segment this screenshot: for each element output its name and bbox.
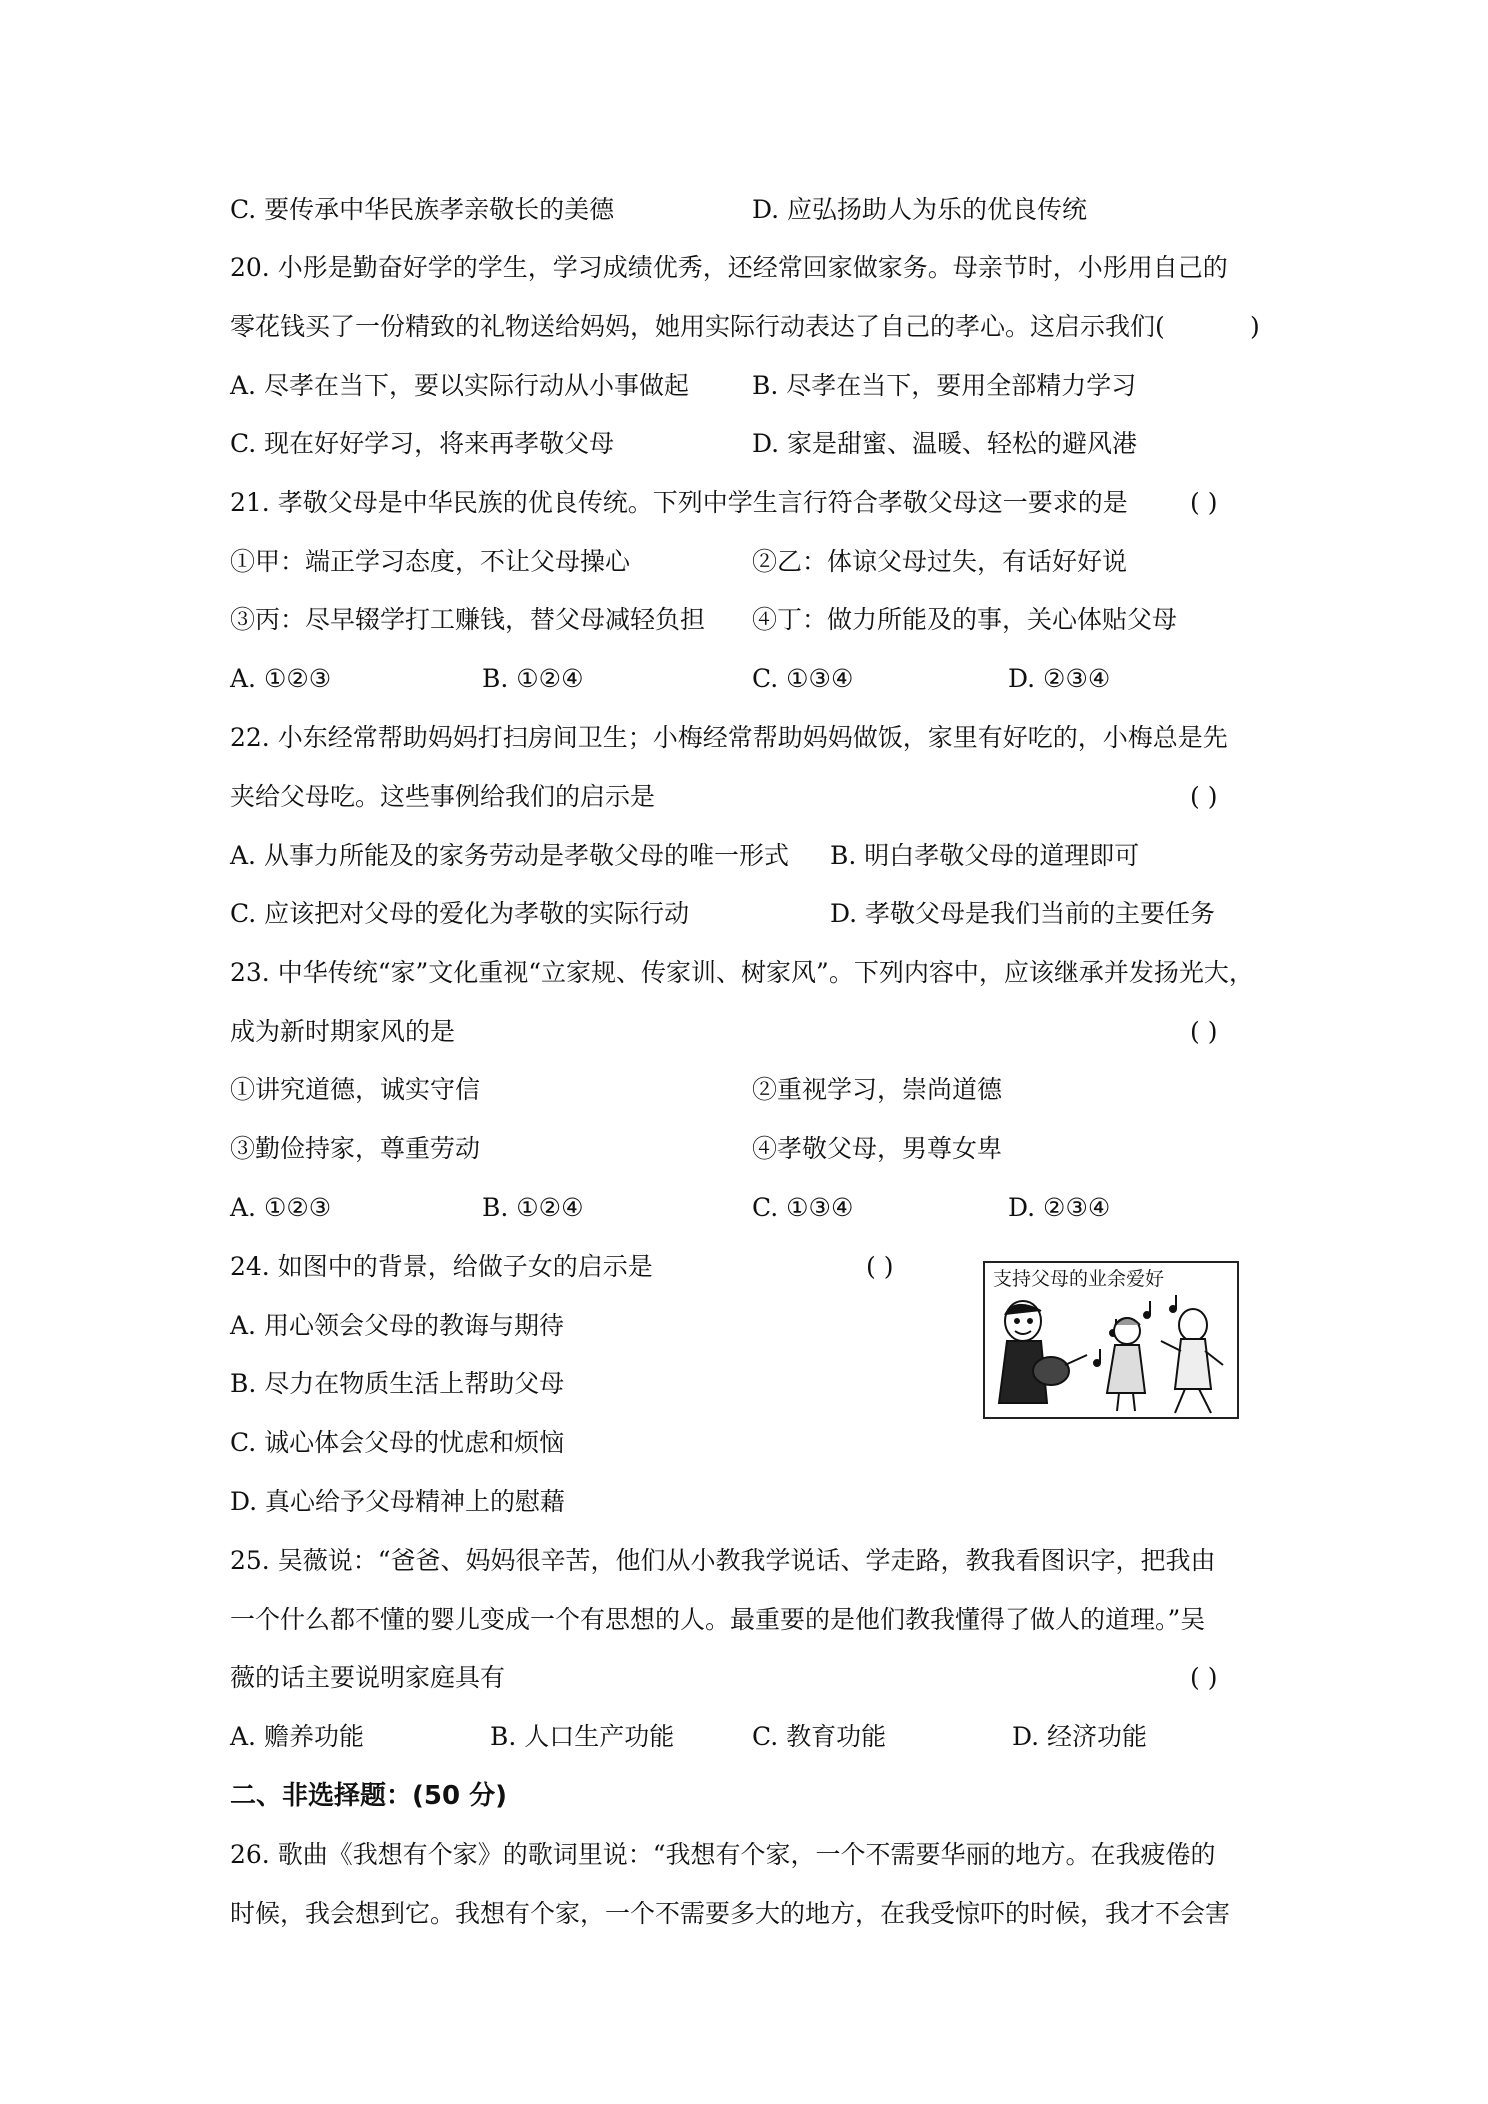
q23-option-c: C. ①③④ [752,1193,854,1222]
q25-option-c: C. 教育功能 [752,1722,887,1751]
q20-option-d: D. 家是甜蜜、温暖、轻松的避风港 [752,429,1138,458]
father-figure [1161,1309,1223,1413]
q24-cartoon-figure [983,1261,1239,1419]
figure-caption: 支持父母的业余爱好 [993,1268,1165,1290]
q23-option-d: D. ②③④ [1008,1193,1111,1222]
q25-option-a: A. 赡养功能 [230,1722,364,1751]
q20-option-a: A. 尽孝在当下，要以实际行动从小事做起 [230,371,689,400]
q21-option-c: C. ①③④ [752,664,854,693]
q22-option-c: C. 应该把对父母的爱化为孝敬的实际行动 [230,899,690,928]
q23-item-3: ③勤俭持家，尊重劳动 [230,1134,481,1163]
q21-option-b: B. ①②④ [482,664,584,693]
q21-item-3: ③丙：尽早辍学打工赚钱，替父母减轻负担 [230,605,706,634]
section-heading: 二、非选择题：(50 分) [230,1781,507,1811]
q21-item-4: ④丁：做力所能及的事，关心体贴父母 [752,605,1178,634]
q22-option-d: D. 孝敬父母是我们当前的主要任务 [830,899,1216,928]
q23-option-b: B. ①②④ [482,1193,584,1222]
q24-option-a: A. 用心领会父母的教诲与期待 [230,1311,564,1340]
q19-option-c: C. 要传承中华民族孝亲敬长的美德 [230,195,615,224]
q24-option-c: C. 诚心体会父母的忧虑和烦恼 [230,1428,565,1457]
q23-item-1: ①讲究道德，诚实守信 [230,1075,481,1104]
q24-answer-bracket: ( ) [866,1252,894,1281]
q26-stem-line1: 26. 歌曲《我想有个家》的歌词里说：“我想有个家，一个不需要华丽的地方。在我疲倦的 [230,1840,1216,1869]
q22-answer-bracket: ( ) [1190,782,1218,811]
q21-option-a: A. ①②③ [230,664,332,693]
q23-item-2: ②重视学习，崇尚道德 [752,1075,1003,1104]
q24-option-d: D. 真心给予父母精神上的慰藉 [230,1487,566,1516]
q20-stem-line2: 零花钱买了一份精致的礼物送给妈妈，她用实际行动表达了自己的孝心。这启示我们( [230,312,1165,341]
q21-item-2: ②乙：体谅父母过失，有话好好说 [752,547,1128,576]
q26-stem-line2: 时候，我会想到它。我想有个家，一个不需要多大的地方，在我受惊吓的时候，我才不会害 [230,1899,1231,1928]
q20-option-b: B. 尽孝在当下，要用全部精力学习 [752,371,1137,400]
q19-option-d: D. 应弘扬助人为乐的优良传统 [752,195,1088,224]
q21-item-1: ①甲：端正学习态度，不让父母操心 [230,547,631,576]
q23-stem-line1: 23. 中华传统“家”文化重视“立家规、传家训、树家风”。下列内容中，应该继承并发扬光大， [230,958,1254,987]
q20-stem-line1: 20. 小彤是勤奋好学的学生，学习成绩优秀，还经常回家做家务。母亲节时，小彤用自己的 [230,253,1228,282]
q25-stem-line3: 薇的话主要说明家庭具有 [230,1663,506,1692]
q23-item-4: ④孝敬父母，男尊女卑 [752,1134,1003,1163]
q23-stem-line2: 成为新时期家风的是 [230,1017,456,1046]
q25-stem-line1: 25. 吴薇说：“爸爸、妈妈很辛苦，他们从小教我学说话、学走路，教我看图识字，把我由 [230,1546,1216,1575]
q23-option-a: A. ①②③ [230,1193,332,1222]
q22-option-b: B. 明白孝敬父母的道理即可 [830,841,1140,870]
q24-option-b: B. 尽力在物质生活上帮助父母 [230,1369,565,1398]
q24-stem: 24. 如图中的背景，给做子女的启示是 [230,1252,653,1281]
q21-option-d: D. ②③④ [1008,664,1111,693]
q22-stem-line2: 夹给父母吃。这些事例给我们的启示是 [230,782,656,811]
q20-answer-bracket: ) [1250,312,1260,341]
family-music-illustration [985,1293,1237,1417]
q25-option-b: B. 人口生产功能 [490,1722,675,1751]
q25-option-d: D. 经济功能 [1012,1722,1148,1751]
q20-option-c: C. 现在好好学习，将来再孝敬父母 [230,429,615,458]
q21-answer-bracket: ( ) [1190,488,1218,517]
q22-option-a: A. 从事力所能及的家务劳动是孝敬父母的唯一形式 [230,841,789,870]
son-figure [999,1301,1087,1403]
q25-answer-bracket: ( ) [1190,1663,1218,1692]
q23-answer-bracket: ( ) [1190,1017,1218,1046]
q21-stem: 21. 孝敬父母是中华民族的优良传统。下列中学生言行符合孝敬父母这一要求的是 [230,488,1128,517]
q22-stem-line1: 22. 小东经常帮助妈妈打扫房间卫生；小梅经常帮助妈妈做饭，家里有好吃的，小梅总是先 [230,723,1228,752]
q25-stem-line2: 一个什么都不懂的婴儿变成一个有思想的人。最重要的是他们教我懂得了做人的道理。”吴 [230,1605,1206,1634]
